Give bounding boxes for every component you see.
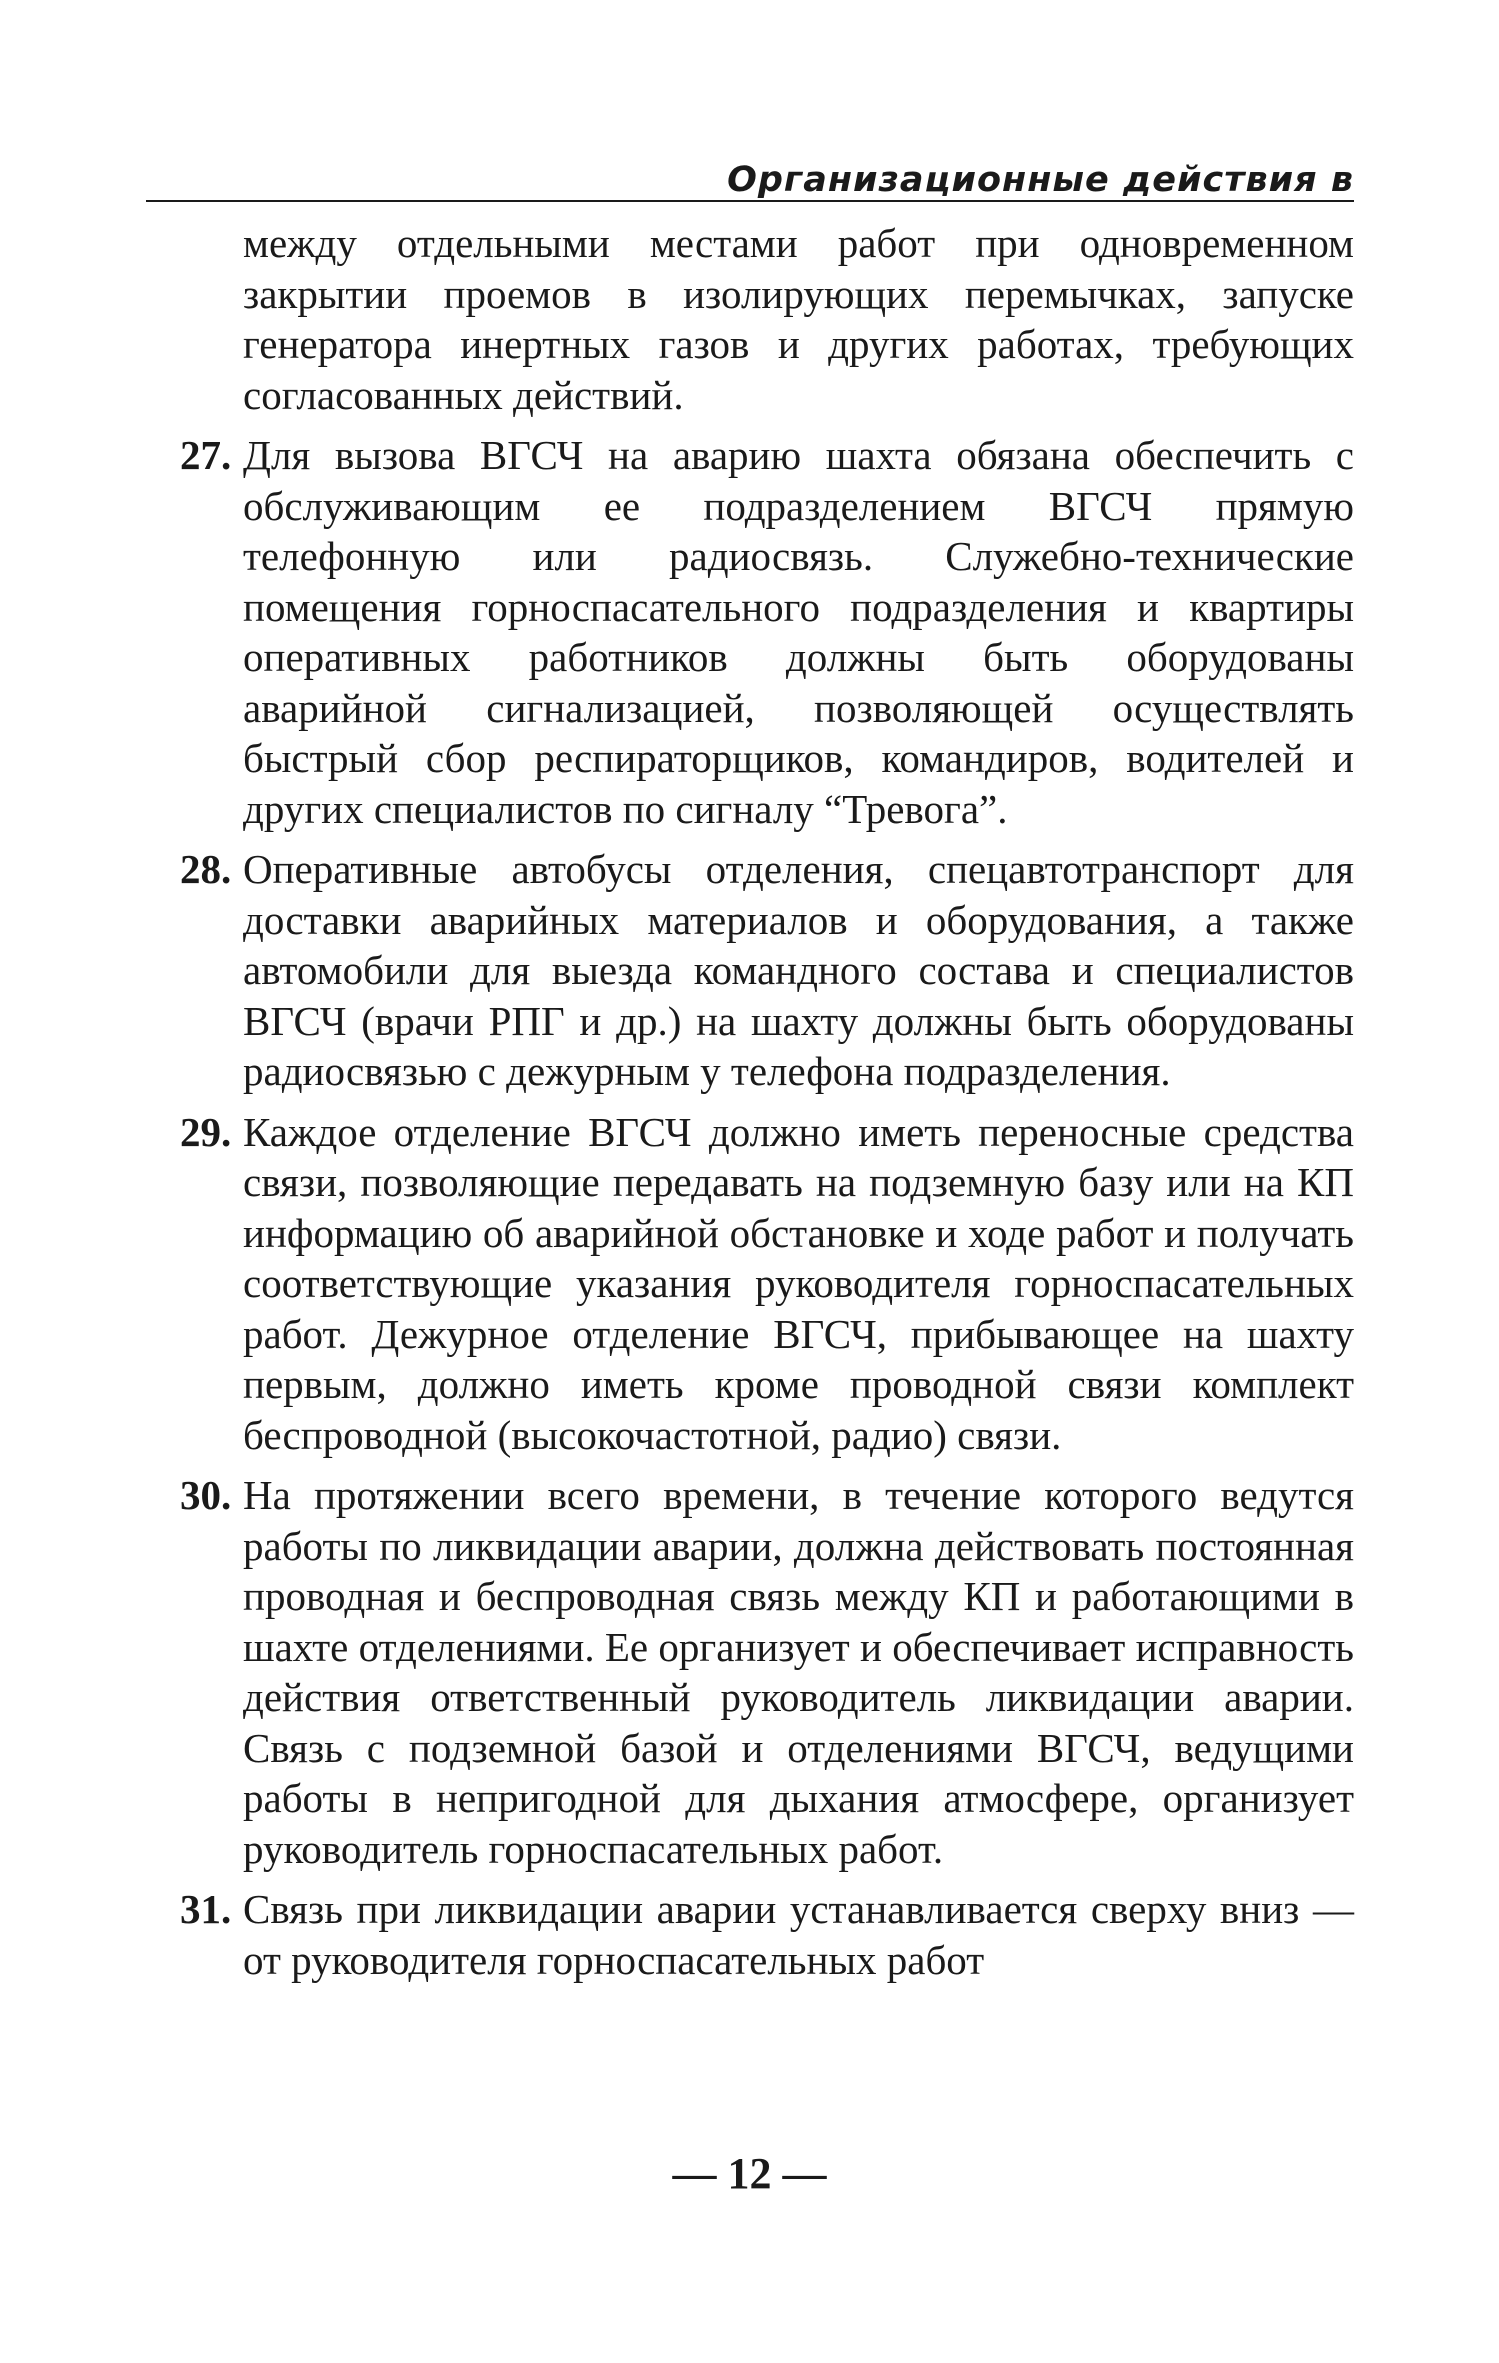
list-item-27: [146, 430, 1354, 834]
list-item-30: [146, 1470, 1354, 1874]
item-text: Связь при ликвидации аварии устанавливается сверху вниз — от руководителя горноспасательных работ: [243, 1886, 1354, 1983]
list-item-29: [146, 1107, 1354, 1461]
item-text: Каждое отделение ВГСЧ должно иметь переносные средства связи, позволяющие передавать на подземную базу или на КП информацию об аварийной обстановке и ходе работ и получать соответствующие указания руководителя горноспасательных работ. Дежурное отделение ВГСЧ, прибывающее на шахту первым, должно иметь кроме проводной связи комплект беспроводной (высокочастотной, радио) связи.: [243, 1108, 1354, 1458]
body-text: [146, 218, 1354, 1985]
list-item-31: [146, 1884, 1354, 1985]
list-item-28: [146, 844, 1354, 1097]
running-head: [146, 152, 1354, 202]
item-number: 27.: [180, 432, 232, 478]
item-number: 29.: [180, 1108, 232, 1155]
item-text: Для вызова ВГСЧ на аварию шахта обязана обеспечить с обслуживающим ее подразделением ВГСЧ прямую телефонную или радиосвязь. Служебно-технические помещения горноспасательного подразделения и квартиры оперативных работников должны быть оборудованы аварийной сигнализацией, позволяющей осуществлять быстрый сбор респираторщиков, командиров, водителей и других специалистов по сигналу “Тревога”.: [243, 432, 1354, 832]
item-text: На протяжении всего времени, в течение которого ведутся работы по ликвидации аварии, должна действовать постоянная проводная и беспроводная связь между КП и работающими в шахте отделениями. Ее организует и обеспечивает исправность действия ответственный руководитель ликвидации аварии. Связь с подземной базой и отделениями ВГСЧ, ведущими работы в непригодной для дыхания атмосфере, организует руководитель горноспасательных работ.: [243, 1472, 1354, 1872]
item-text: Оперативные автобусы отделения, спецавтотранспорт для доставки аварийных материалов и оборудования, а также автомобили для выезда командного состава и специалистов ВГСЧ (врачи РПГ и др.) на шахту должны быть оборудованы радиосвязью с дежурным у телефона подразделения.: [243, 846, 1354, 1094]
item-number: 28.: [180, 846, 232, 892]
item-number: 31.: [180, 1886, 232, 1932]
running-head-title: Организационные действия в: [727, 160, 1354, 200]
item-number: 30.: [180, 1472, 232, 1518]
continuation-paragraph: между отдельными местами работ при одновременном закрытии проемов в изолирующих перемычках, запуске генератора инертных газов и других работах, требующих согласованных действий.: [243, 220, 1354, 418]
page-number: — 12 —: [672, 2149, 827, 2198]
